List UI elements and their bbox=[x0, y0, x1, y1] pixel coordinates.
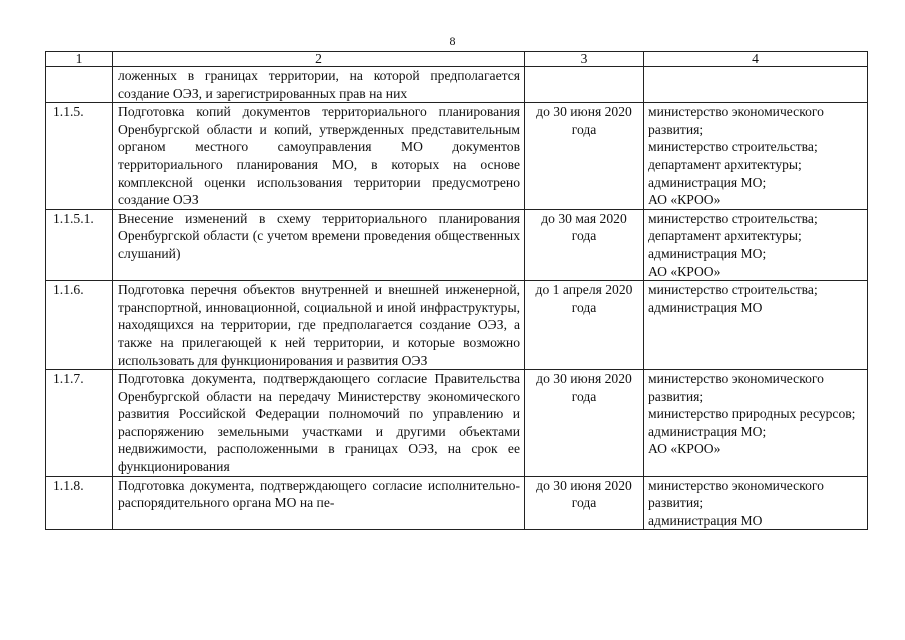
column-header-3: 3 bbox=[525, 52, 644, 67]
row-description: Подготовка документа, подтверждающего согласие Правительства Оренбургской области на передачу Министерству экономического развития Российской Федерации полномочий по управлению и распоряжению земельными участками и другими объектами недвижимости, расположенными в границах ОЭЗ, на срок ее функционирования bbox=[113, 370, 525, 477]
row-description: ложенных в границах территории, на которой предполагается создание ОЭЗ, и зарегистрированных прав на них bbox=[113, 67, 525, 103]
responsible-item: департамент архитектуры; bbox=[648, 156, 802, 172]
plan-table bbox=[45, 51, 868, 530]
responsible-item: министерство строительства; bbox=[648, 210, 818, 226]
responsible-item: администрация МО; bbox=[648, 423, 767, 439]
row-deadline: до 30 июня 2020 года bbox=[525, 476, 644, 530]
responsible-item: АО «КРОО» bbox=[648, 192, 721, 208]
table-row bbox=[46, 67, 868, 103]
table-header-row bbox=[46, 52, 868, 67]
table-row bbox=[46, 103, 868, 210]
column-header-2: 2 bbox=[113, 52, 525, 67]
table-row bbox=[46, 209, 868, 280]
table-row bbox=[46, 281, 868, 370]
column-header-4: 4 bbox=[644, 52, 868, 67]
row-responsible bbox=[644, 281, 868, 370]
table-row bbox=[46, 476, 868, 530]
responsible-item: министерство экономического развития; bbox=[648, 371, 824, 404]
row-responsible bbox=[644, 67, 868, 103]
row-responsible bbox=[644, 209, 868, 280]
responsible-item: министерство природных ресурсов; bbox=[648, 406, 856, 422]
responsible-item: министерство экономического развития; bbox=[648, 477, 824, 511]
row-number: 1.1.5. bbox=[46, 103, 113, 210]
row-deadline bbox=[525, 67, 644, 103]
table-row bbox=[46, 370, 868, 477]
column-header-1: 1 bbox=[46, 52, 113, 67]
responsible-item: АО «КРОО» bbox=[648, 441, 721, 457]
row-deadline: до 30 июня 2020 года bbox=[525, 103, 644, 210]
row-number: 1.1.8. bbox=[46, 476, 113, 530]
row-number: 1.1.5.1. bbox=[46, 209, 113, 280]
row-description: Внесение изменений в схему территориального планирования Оренбургской области (с учетом времени проведения общественных слушаний) bbox=[113, 209, 525, 280]
responsible-item: администрация МО; bbox=[648, 245, 767, 261]
row-deadline: до 1 апреля 2020 года bbox=[525, 281, 644, 370]
row-number bbox=[46, 67, 113, 103]
responsible-item: АО «КРОО» bbox=[648, 263, 721, 279]
row-description: Подготовка документа, подтверждающего согласие исполнительно-распорядительного органа МО на пе- bbox=[113, 476, 525, 530]
row-description: Подготовка перечня объектов внутренней и внешней инженерной, транспортной, инновационной, социальной и иной инфраструктуры, находящихся на территории, где предполагается создание ОЭЗ, а также на прилегающей к ней территории, и которые возможно использовать для функционирования и развития ОЭЗ bbox=[113, 281, 525, 370]
row-responsible bbox=[644, 476, 868, 530]
responsible-item: министерство строительства; bbox=[648, 282, 818, 298]
row-deadline: до 30 мая 2020 года bbox=[525, 209, 644, 280]
row-number: 1.1.6. bbox=[46, 281, 113, 370]
responsible-item: администрация МО bbox=[648, 299, 763, 315]
responsible-item: министерство экономического развития; bbox=[648, 104, 824, 137]
row-responsible bbox=[644, 370, 868, 477]
row-deadline: до 30 июня 2020 года bbox=[525, 370, 644, 477]
responsible-item: министерство строительства; bbox=[648, 139, 818, 155]
row-description: Подготовка копий документов территориального планирования Оренбургской области и копий, утвержденных представительным органом местного самоуправления МО документов территориального планирования МО, в которых на основе комплексной оценки использования территории предусмотрено создание ОЭЗ bbox=[113, 103, 525, 210]
row-responsible bbox=[644, 103, 868, 210]
responsible-item: департамент архитектуры; bbox=[648, 228, 802, 244]
row-number: 1.1.7. bbox=[46, 370, 113, 477]
page-number: 8 bbox=[449, 34, 456, 48]
responsible-item: администрация МО; bbox=[648, 174, 767, 190]
responsible-item: администрация МО bbox=[648, 512, 763, 528]
